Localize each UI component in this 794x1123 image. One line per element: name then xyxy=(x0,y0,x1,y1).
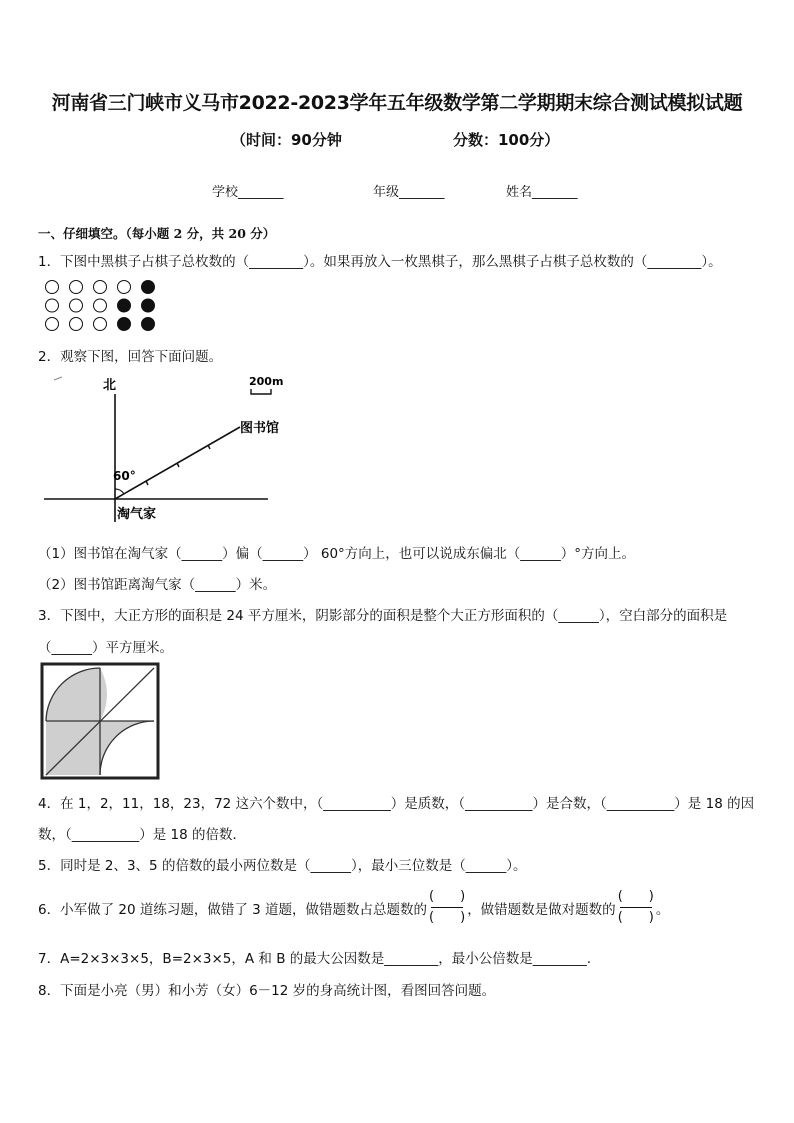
question-8: 8．下面是小亮（男）和小芳（女）6－12 岁的身高统计图，看图回答问题。 xyxy=(38,983,496,999)
white-piece xyxy=(94,281,107,294)
scale-bar xyxy=(251,389,271,394)
direction-diagram xyxy=(40,372,300,527)
fraction-blank-2: $\frac{( )}{( )}$ xyxy=(617,889,654,925)
school-field: 学校_______ xyxy=(212,185,284,200)
white-piece xyxy=(70,299,83,312)
black-piece xyxy=(142,299,155,312)
north-label: 北 xyxy=(103,378,117,393)
grade-field: 年级_______ xyxy=(373,185,445,200)
angle-arc xyxy=(115,489,124,494)
question-6 xyxy=(38,889,669,926)
white-piece xyxy=(70,318,83,331)
square-figure xyxy=(40,662,160,780)
question-5: 5．同时是 2、3、5 的倍数的最小两位数是（______），最小三位数是（______）。 xyxy=(38,858,527,874)
speckle xyxy=(54,377,62,380)
page-title: 河南省三门峡市义马市2022-2023学年五年级数学第二学期期末综合测试模拟试题 xyxy=(51,92,743,114)
question-6-text-b: ，做错题数是做对题数的 xyxy=(467,901,616,918)
exam-score: 分数：100分） xyxy=(453,131,560,149)
black-piece xyxy=(142,318,155,331)
question-4-line-1: 4．在 1，2，11，18，23，72 这六个数中，（__________）是质数，（__________）是合数，（__________）是 18 的因 xyxy=(38,796,755,812)
question-1: 1．下图中黑棋子占棋子总枚数的（________）。如果再放入一枚黑棋子，那么黑棋子占棋子总枚数的（________）。 xyxy=(38,254,722,270)
question-3-line-1: 3．下图中，大正方形的面积是 24 平方厘米，阴影部分的面积是整个大正方形面积的（______），空白部分的面积是 xyxy=(38,608,728,624)
question-3-line-2: （______）平方厘米。 xyxy=(38,640,173,656)
white-piece xyxy=(94,299,107,312)
question-6-text-c: 。 xyxy=(655,901,670,918)
black-piece xyxy=(118,299,131,312)
white-piece xyxy=(94,318,107,331)
black-piece xyxy=(142,281,155,294)
question-2-part-2: （2）图书馆距离淘气家（______）米。 xyxy=(38,577,277,593)
white-piece xyxy=(46,299,59,312)
fraction-blank-1: $\frac{( )}{( )}$ xyxy=(429,889,466,925)
white-piece xyxy=(70,281,83,294)
question-2: 2．观察下图，回答下面问题。 xyxy=(38,349,223,365)
angle-label: 60° xyxy=(113,469,136,483)
chess-pieces-figure xyxy=(45,280,155,332)
white-piece xyxy=(46,318,59,331)
white-piece xyxy=(46,281,59,294)
question-6-text-a: 6．小军做了 20 道练习题，做错了 3 道题，做错题数占总题数的 xyxy=(38,901,428,918)
section-heading: 一、仔细填空。（每小题 2 分，共 20 分） xyxy=(38,226,276,241)
scale-label: 200m xyxy=(249,375,284,388)
name-field: 姓名_______ xyxy=(506,185,578,200)
question-7: 7．A=2×3×3×5，B=2×3×5，A 和 B 的最大公因数是________，最小公倍数是________. xyxy=(38,951,592,967)
home-label: 淘气家 xyxy=(117,507,157,522)
library-label: 图书馆 xyxy=(240,421,280,436)
white-piece xyxy=(118,281,131,294)
exam-time: （时间：90分钟 xyxy=(231,131,342,149)
question-4-line-2: 数，（__________）是 18 的倍数． xyxy=(38,827,247,843)
scale-ticks xyxy=(146,445,210,485)
black-piece xyxy=(118,318,131,331)
question-2-part-1: （1）图书馆在淘气家（______）偏（______） 60°方向上，也可以说成东偏北（______）°方向上。 xyxy=(38,546,636,562)
